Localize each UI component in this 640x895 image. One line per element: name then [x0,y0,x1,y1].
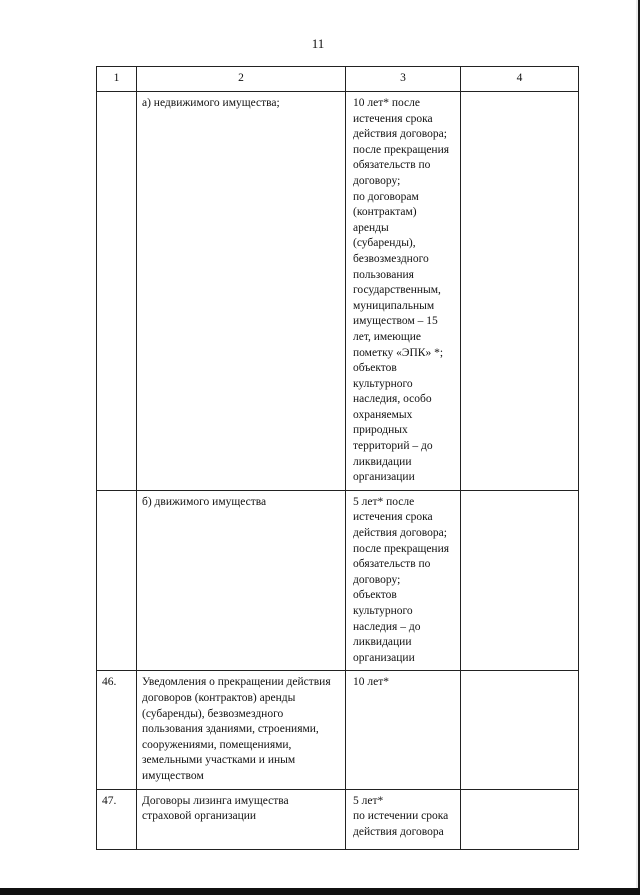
row-number-text: 47. [102,794,117,807]
row-retention-term-text: 10 лет* [353,676,389,689]
table-row [97,789,579,849]
row-description [137,789,346,849]
records-retention-table [96,66,579,850]
row-description [137,92,346,491]
table-row [97,490,579,671]
row-retention-term [346,490,461,671]
row-note [461,789,579,849]
row-description-text: б) движимого имущества [142,495,267,508]
header-col-3: 3 [346,67,461,92]
row-description [137,671,346,789]
header-col-4: 4 [461,67,579,92]
row-retention-term-text: 10 лет* после истечения срока действия договора; после прекращения обязательств по договору; по договорам (контрактам) аренды (субаренды), безвозмездного пользования государственным, муниципальным имуществом – 15 лет, имеющие пометку «ЭПК» *; объектов культурного наследия, особо охраняемых природных территорий – до ликвидации организации [353,97,450,484]
row-number-text: 46. [102,676,117,689]
header-col-2: 2 [137,67,346,92]
row-retention-term [346,789,461,849]
row-number [97,671,137,789]
row-description-text: Уведомления о прекращении действия договоров (контрактов) аренды (субаренды), безвозмездного пользования зданиями, строениями, сооружениями, помещениями, земельными участками и иным имуществом [142,676,331,782]
row-note [461,92,579,491]
table-header-row [97,67,579,92]
table-row [97,671,579,789]
row-note [461,490,579,671]
header-col-1: 1 [97,67,137,92]
page-number: 11 [311,36,325,51]
row-retention-term-text: 5 лет* по истечении срока действия договора [353,794,449,838]
table-row [97,92,579,491]
row-number [97,490,137,671]
row-retention-term [346,92,461,491]
row-number [97,789,137,849]
scan-bottom-edge [0,888,640,895]
row-note [461,671,579,789]
row-description-text: а) недвижимого имущества; [142,97,280,109]
row-number [97,92,137,491]
row-retention-term-text: 5 лет* после истечения срока действия договора; после прекращения обязательств по договору; объектов культурного наследия – до ликвидации организации [353,495,450,664]
row-description-text: Договоры лизинга имущества страховой организации [142,794,289,823]
row-retention-term [346,671,461,789]
row-description [137,490,346,671]
